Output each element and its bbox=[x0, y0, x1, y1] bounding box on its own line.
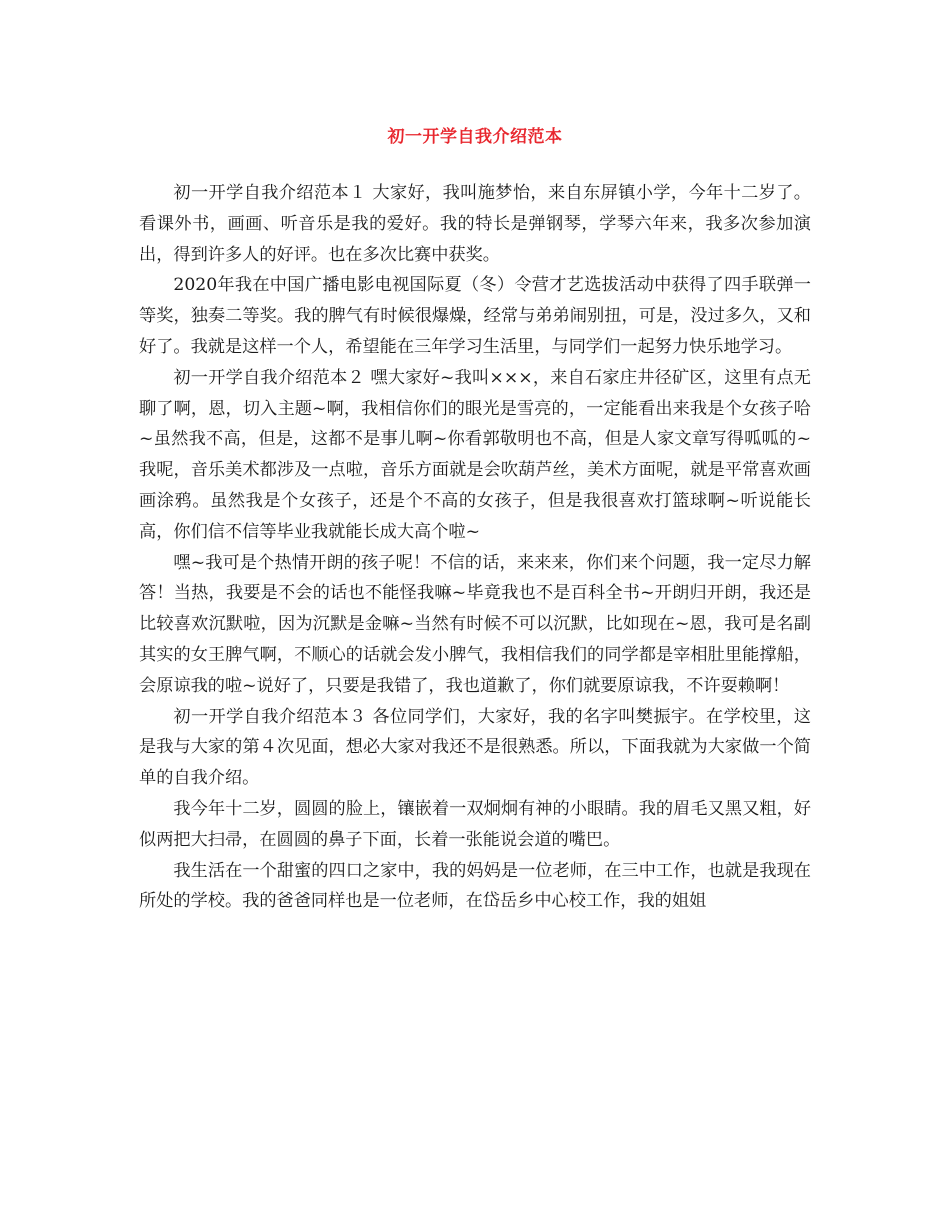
paragraph-6: 我今年十二岁，圆圆的脸上，镶嵌着一双炯炯有神的小眼睛。我的眉毛又黑又粗，好似两把大扫帚，在圆圆的鼻子下面，长着一张能说会道的嘴巴。 bbox=[139, 798, 811, 850]
paragraph-1: 初一开学自我介绍范本１ 大家好，我叫施梦怡，来自东屏镇小学，今年十二岁了。看课外书，画画、听音乐是我的爱好。我的特长是弹钢琴，学琴六年来，我多次参加演出，得到许多人的好评。也在多次比赛中获奖。 bbox=[139, 183, 811, 265]
paragraph-2: 2020年我在中国广播电影电视国际夏（冬）令营才艺选拔活动中获得了四手联弹一等奖，独奏二等奖。我的脾气有时候很爆燥，经常与弟弟闹别扭，可是，没过多久，又和好了。我就是这样一个人，希望能在三年学习生活里，与同学们一起努力快乐地学习。 bbox=[139, 275, 811, 357]
document-title: 初一开学自我介绍范本 bbox=[387, 127, 563, 147]
paragraph-7: 我生活在一个甜蜜的四口之家中，我的妈妈是一位老师，在三中工作，也就是我现在所处的学校。我的爸爸同样也是一位老师，在岱岳乡中心校工作，我的姐姐 bbox=[139, 860, 811, 912]
paragraph-4: 嘿~我可是个热情开朗的孩子呢！不信的话，来来来，你们来个问题，我一定尽力解答！当热，我要是不会的话也不能怪我嘛~毕竟我也不是百科全书~开朗归开朗，我还是比较喜欢沉默啦，因为沉默是金嘛~当然有时候不可以沉默，比如现在~恩，我可是名副其实的女王脾气啊，不顺心的话就会发小脾气，我相信我们的同学都是宰相肚里能撑船，会原谅我的啦~说好了，只要是我错了，我也道歉了，你们就要原谅我，不许耍赖啊！ bbox=[139, 552, 811, 696]
paragraph-3: 初一开学自我介绍范本２ 嘿大家好~我叫×××，来自石家庄井径矿区，这里有点无聊了啊，恩，切入主题~啊，我相信你们的眼光是雪亮的，一定能看出来我是个女孩子哈~虽然我不高，但是，这都不是事儿啊~你看郭敬明也不高，但是人家文章写得呱呱的~我呢，音乐美术都涉及一点啦，音乐方面就是会吹葫芦丝，美术方面呢，就是平常喜欢画画涂鸦。虽然我是个女孩子，还是个不高的女孩子，但是我很喜欢打篮球啊~听说能长高，你们信不信等毕业我就能长成大高个啦~ bbox=[139, 367, 811, 542]
paragraph-5: 初一开学自我介绍范本３ 各位同学们，大家好，我的名字叫樊振宇。在学校里，这是我与大家的第４次见面，想必大家对我还不是很熟悉。所以，下面我就为大家做一个简单的自我介绍。 bbox=[139, 706, 811, 789]
document-body bbox=[139, 178, 811, 917]
